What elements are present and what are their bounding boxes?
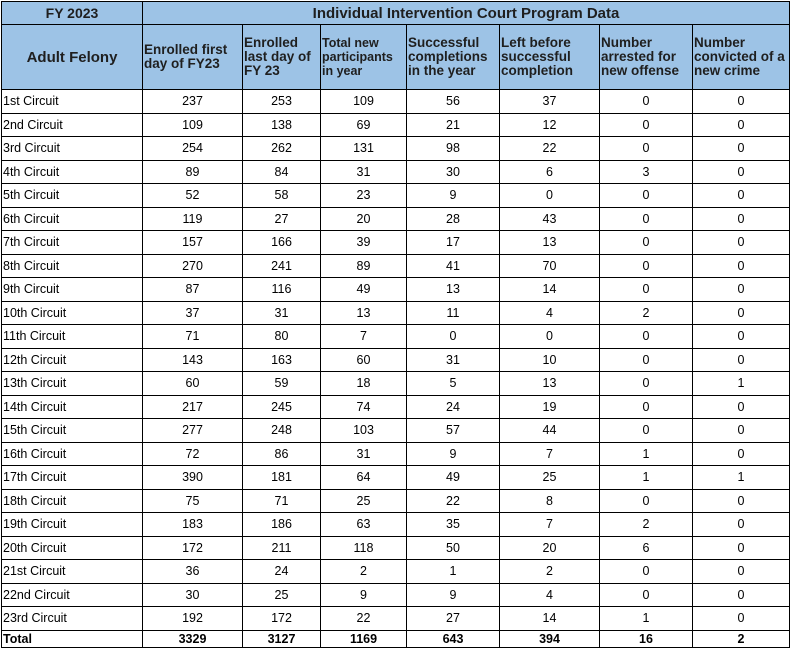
table-cell: 10 <box>500 348 600 372</box>
table-cell: 217 <box>143 395 243 419</box>
table-cell: 1 <box>600 442 693 466</box>
table-cell: 0 <box>500 184 600 208</box>
table-cell: 25 <box>321 489 407 513</box>
table-cell: 31 <box>243 301 321 325</box>
enrolled-first-day-header: Enrolled first day of FY23 <box>143 25 243 90</box>
table-cell: 71 <box>143 325 243 349</box>
table-cell: 11 <box>407 301 500 325</box>
total-cell: 643 <box>407 630 500 647</box>
table-cell: 0 <box>693 560 790 584</box>
table-cell: 2 <box>600 301 693 325</box>
table-cell: 192 <box>143 607 243 631</box>
table-cell: 0 <box>693 607 790 631</box>
table-row <box>2 442 790 466</box>
table-cell: 0 <box>693 278 790 302</box>
table-row <box>2 301 790 325</box>
circuit-name: 17th Circuit <box>2 466 143 490</box>
table-cell: 20 <box>321 207 407 231</box>
table-cell: 186 <box>243 513 321 537</box>
table-cell: 270 <box>143 254 243 278</box>
circuit-name: 13th Circuit <box>2 372 143 396</box>
table-cell: 63 <box>321 513 407 537</box>
table-cell: 0 <box>693 536 790 560</box>
table-cell: 2 <box>500 560 600 584</box>
table-cell: 0 <box>693 489 790 513</box>
total-cell: 3127 <box>243 630 321 647</box>
table-cell: 17 <box>407 231 500 255</box>
table-cell: 89 <box>143 160 243 184</box>
circuit-name: 3rd Circuit <box>2 137 143 161</box>
table-cell: 0 <box>600 560 693 584</box>
table-cell: 25 <box>243 583 321 607</box>
table-cell: 28 <box>407 207 500 231</box>
left-before-completion-header: Left before successful completion <box>500 25 600 90</box>
table-cell: 3 <box>600 160 693 184</box>
table-cell: 7 <box>500 442 600 466</box>
table-cell: 9 <box>407 583 500 607</box>
table-cell: 0 <box>693 254 790 278</box>
table-cell: 9 <box>407 184 500 208</box>
table-cell: 18 <box>321 372 407 396</box>
table-cell: 23 <box>321 184 407 208</box>
table-row <box>2 536 790 560</box>
table-cell: 0 <box>693 231 790 255</box>
table-cell: 143 <box>143 348 243 372</box>
table-cell: 13 <box>500 372 600 396</box>
table-cell: 172 <box>243 607 321 631</box>
total-new-participants-header: Total new participants in year <box>321 25 407 90</box>
table-cell: 0 <box>600 231 693 255</box>
table-cell: 24 <box>243 560 321 584</box>
table-row <box>2 372 790 396</box>
table-cell: 277 <box>143 419 243 443</box>
table-row <box>2 231 790 255</box>
table-cell: 0 <box>693 207 790 231</box>
table-cell: 72 <box>143 442 243 466</box>
table-cell: 0 <box>693 90 790 114</box>
table-cell: 1 <box>407 560 500 584</box>
table-cell: 14 <box>500 607 600 631</box>
adult-felony-header: Adult Felony <box>2 25 143 90</box>
table-cell: 30 <box>407 160 500 184</box>
table-cell: 27 <box>243 207 321 231</box>
circuit-name: 15th Circuit <box>2 419 143 443</box>
table-row <box>2 583 790 607</box>
table-cell: 59 <box>243 372 321 396</box>
table-cell: 0 <box>693 395 790 419</box>
enrolled-last-day-header: Enrolled last day of FY 23 <box>243 25 321 90</box>
successful-completions-header: Successful completions in the year <box>407 25 500 90</box>
table-cell: 44 <box>500 419 600 443</box>
table-cell: 2 <box>600 513 693 537</box>
table-cell: 0 <box>600 254 693 278</box>
table-cell: 84 <box>243 160 321 184</box>
table-cell: 248 <box>243 419 321 443</box>
table-cell: 2 <box>321 560 407 584</box>
total-cell: 1169 <box>321 630 407 647</box>
table-body <box>2 90 790 648</box>
table-cell: 157 <box>143 231 243 255</box>
table-row <box>2 489 790 513</box>
circuit-name: 4th Circuit <box>2 160 143 184</box>
table-cell: 163 <box>243 348 321 372</box>
table-cell: 36 <box>143 560 243 584</box>
table-cell: 52 <box>143 184 243 208</box>
circuit-name: 12th Circuit <box>2 348 143 372</box>
circuit-name: 16th Circuit <box>2 442 143 466</box>
table-cell: 31 <box>321 160 407 184</box>
table-cell: 22 <box>407 489 500 513</box>
table-cell: 31 <box>321 442 407 466</box>
total-cell: 394 <box>500 630 600 647</box>
table-cell: 6 <box>500 160 600 184</box>
table-cell: 245 <box>243 395 321 419</box>
table-cell: 9 <box>321 583 407 607</box>
table-cell: 1 <box>600 466 693 490</box>
table-cell: 0 <box>600 113 693 137</box>
table-cell: 41 <box>407 254 500 278</box>
circuit-name: 21st Circuit <box>2 560 143 584</box>
circuit-name: 5th Circuit <box>2 184 143 208</box>
circuit-name: 20th Circuit <box>2 536 143 560</box>
table-cell: 0 <box>600 419 693 443</box>
table-cell: 0 <box>600 184 693 208</box>
table-cell: 86 <box>243 442 321 466</box>
table-cell: 0 <box>600 90 693 114</box>
circuit-name: 6th Circuit <box>2 207 143 231</box>
circuit-name: 9th Circuit <box>2 278 143 302</box>
table-cell: 98 <box>407 137 500 161</box>
table-cell: 22 <box>500 137 600 161</box>
table-cell: 13 <box>321 301 407 325</box>
table-row <box>2 466 790 490</box>
arrested-new-offense-header: Number arrested for new offense <box>600 25 693 90</box>
table-cell: 0 <box>693 184 790 208</box>
table-title: Individual Intervention Court Program Data <box>143 2 790 25</box>
table-cell: 9 <box>407 442 500 466</box>
table-cell: 19 <box>500 395 600 419</box>
convicted-new-crime-header: Number convicted of a new crime <box>693 25 790 90</box>
table-cell: 70 <box>500 254 600 278</box>
table-cell: 8 <box>500 489 600 513</box>
table-cell: 0 <box>600 278 693 302</box>
table-row <box>2 90 790 114</box>
total-cell: 2 <box>693 630 790 647</box>
table-cell: 0 <box>693 442 790 466</box>
table-cell: 138 <box>243 113 321 137</box>
table-cell: 5 <box>407 372 500 396</box>
table-cell: 0 <box>693 113 790 137</box>
table-row <box>2 560 790 584</box>
circuit-name: 19th Circuit <box>2 513 143 537</box>
table-cell: 60 <box>321 348 407 372</box>
table-cell: 87 <box>143 278 243 302</box>
table-cell: 131 <box>321 137 407 161</box>
table-cell: 64 <box>321 466 407 490</box>
table-cell: 1 <box>600 607 693 631</box>
table-cell: 0 <box>600 583 693 607</box>
table-cell: 14 <box>500 278 600 302</box>
table-row <box>2 184 790 208</box>
table-cell: 0 <box>693 348 790 372</box>
circuit-name: 18th Circuit <box>2 489 143 513</box>
table-row <box>2 207 790 231</box>
table-cell: 166 <box>243 231 321 255</box>
table-cell: 58 <box>243 184 321 208</box>
fiscal-year-label: FY 2023 <box>2 2 143 25</box>
table-row <box>2 513 790 537</box>
table-cell: 172 <box>143 536 243 560</box>
table-row <box>2 278 790 302</box>
table-cell: 22 <box>321 607 407 631</box>
table-cell: 7 <box>500 513 600 537</box>
table-cell: 75 <box>143 489 243 513</box>
table-cell: 50 <box>407 536 500 560</box>
table-cell: 253 <box>243 90 321 114</box>
total-cell: 3329 <box>143 630 243 647</box>
table-cell: 49 <box>407 466 500 490</box>
table-cell: 390 <box>143 466 243 490</box>
table-cell: 103 <box>321 419 407 443</box>
circuit-name: 1st Circuit <box>2 90 143 114</box>
table-cell: 89 <box>321 254 407 278</box>
table-cell: 0 <box>693 325 790 349</box>
circuit-name: 23rd Circuit <box>2 607 143 631</box>
table-cell: 30 <box>143 583 243 607</box>
circuit-name: 7th Circuit <box>2 231 143 255</box>
table-cell: 1 <box>693 466 790 490</box>
circuit-name: 14th Circuit <box>2 395 143 419</box>
total-label: Total <box>2 630 143 647</box>
total-cell: 16 <box>600 630 693 647</box>
table-cell: 0 <box>600 207 693 231</box>
table-cell: 60 <box>143 372 243 396</box>
table-cell: 7 <box>321 325 407 349</box>
table-cell: 24 <box>407 395 500 419</box>
table-cell: 27 <box>407 607 500 631</box>
table-cell: 13 <box>500 231 600 255</box>
table-cell: 0 <box>600 395 693 419</box>
table-cell: 80 <box>243 325 321 349</box>
table-row <box>2 254 790 278</box>
table-cell: 116 <box>243 278 321 302</box>
table-cell: 109 <box>321 90 407 114</box>
circuit-name: 2nd Circuit <box>2 113 143 137</box>
table-cell: 39 <box>321 231 407 255</box>
table-row <box>2 607 790 631</box>
table-cell: 57 <box>407 419 500 443</box>
table-cell: 49 <box>321 278 407 302</box>
table-cell: 0 <box>600 372 693 396</box>
table-row <box>2 113 790 137</box>
circuit-name: 10th Circuit <box>2 301 143 325</box>
table-cell: 37 <box>143 301 243 325</box>
table-cell: 0 <box>693 513 790 537</box>
table-cell: 1 <box>693 372 790 396</box>
table-row <box>2 348 790 372</box>
column-header-row <box>2 25 790 90</box>
table-cell: 241 <box>243 254 321 278</box>
table-cell: 237 <box>143 90 243 114</box>
table-cell: 4 <box>500 301 600 325</box>
table-cell: 12 <box>500 113 600 137</box>
table-cell: 0 <box>693 160 790 184</box>
table-cell: 181 <box>243 466 321 490</box>
table-cell: 0 <box>600 489 693 513</box>
table-cell: 109 <box>143 113 243 137</box>
table-cell: 262 <box>243 137 321 161</box>
table-cell: 6 <box>600 536 693 560</box>
table-cell: 0 <box>500 325 600 349</box>
table-cell: 0 <box>600 325 693 349</box>
table-row <box>2 137 790 161</box>
circuit-name: 11th Circuit <box>2 325 143 349</box>
table-cell: 35 <box>407 513 500 537</box>
table-cell: 211 <box>243 536 321 560</box>
table-cell: 254 <box>143 137 243 161</box>
table-cell: 69 <box>321 113 407 137</box>
table-cell: 74 <box>321 395 407 419</box>
table-row <box>2 419 790 443</box>
program-data-table <box>1 1 790 648</box>
table-row <box>2 395 790 419</box>
circuit-name: 22nd Circuit <box>2 583 143 607</box>
table-cell: 0 <box>600 137 693 161</box>
table-cell: 56 <box>407 90 500 114</box>
table-row <box>2 325 790 349</box>
table-cell: 0 <box>693 301 790 325</box>
table-cell: 0 <box>407 325 500 349</box>
table-cell: 71 <box>243 489 321 513</box>
table-cell: 25 <box>500 466 600 490</box>
table-cell: 37 <box>500 90 600 114</box>
total-row <box>2 630 790 647</box>
table-cell: 43 <box>500 207 600 231</box>
table-cell: 118 <box>321 536 407 560</box>
table-cell: 183 <box>143 513 243 537</box>
table-cell: 21 <box>407 113 500 137</box>
table-cell: 0 <box>693 583 790 607</box>
table-cell: 0 <box>693 137 790 161</box>
table-cell: 13 <box>407 278 500 302</box>
table-cell: 4 <box>500 583 600 607</box>
table-cell: 119 <box>143 207 243 231</box>
table-cell: 0 <box>693 419 790 443</box>
table-cell: 20 <box>500 536 600 560</box>
table-cell: 0 <box>600 348 693 372</box>
table-cell: 31 <box>407 348 500 372</box>
circuit-name: 8th Circuit <box>2 254 143 278</box>
table-row <box>2 160 790 184</box>
